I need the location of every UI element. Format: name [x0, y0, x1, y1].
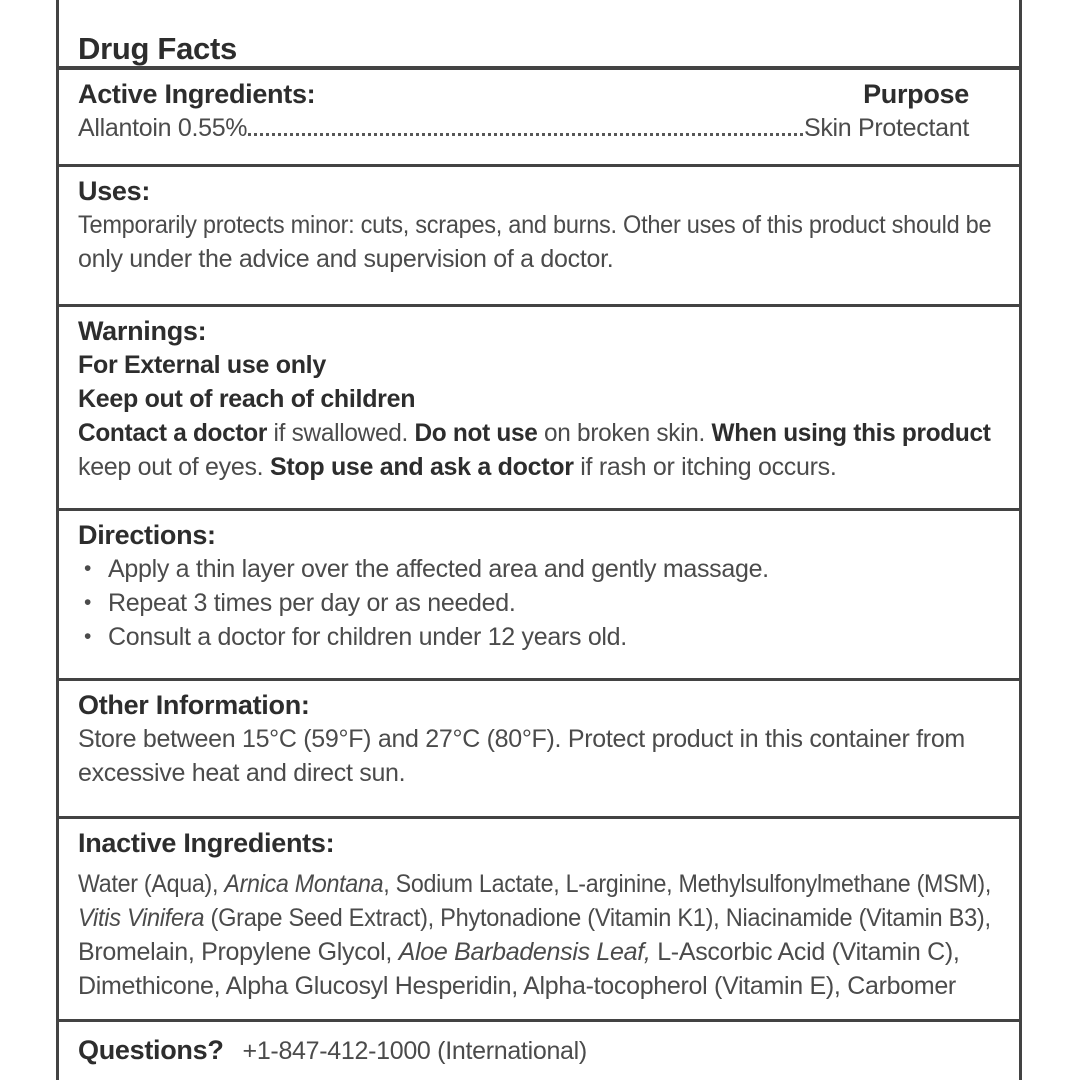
text-line: [78, 722, 991, 756]
section-active-ingredients: [59, 70, 1019, 164]
text-segment: Water (Aqua),: [78, 870, 225, 898]
section-uses: [59, 167, 1019, 304]
questions-heading: Questions?: [78, 1035, 224, 1065]
text-segment: Stop use and ask a doctor: [269, 453, 574, 481]
text-line: [78, 756, 991, 790]
section-inactive-ingredients: [59, 819, 1019, 1019]
text-segment: Dimethicone, Alpha Glucosyl Hesperidin, Alpha-tocopherol (Vitamin E), Carbomer: [78, 972, 956, 1000]
text-line: [78, 348, 991, 382]
text-segment: (Grape Seed Extract), Phytonadione (Vitamin K1), Niacinamide (Vitamin B3),: [204, 904, 991, 932]
purpose-heading: Purpose: [863, 79, 969, 109]
list-item: [78, 620, 991, 654]
text-segment: on broken skin.: [537, 419, 712, 447]
inactive-ingredients-body: [78, 867, 991, 1003]
list-item: [78, 586, 991, 620]
list-item-text: Consult a doctor for children under 12 years old.: [108, 623, 627, 651]
list-item: [78, 552, 991, 586]
text-segment: if rash or itching occurs.: [573, 453, 837, 481]
directions-heading: Directions:: [78, 520, 216, 550]
text-segment: Aloe Barbadensis Leaf,: [398, 938, 651, 966]
active-ingredient-row: [78, 111, 991, 145]
text-line: [78, 382, 991, 416]
section-other-information: [59, 681, 1019, 816]
text-segment: Contact a doctor: [78, 419, 268, 447]
text-segment: Temporarily protects minor: cuts, scrapes, and burns. Other uses of this product should be: [78, 211, 992, 239]
text-segment: Bromelain, Propylene Glycol,: [78, 938, 399, 966]
bullet-icon: •: [84, 557, 92, 580]
uses-body: [78, 208, 991, 276]
drug-facts-title: Drug Facts: [78, 31, 237, 66]
active-ingredients-heading-row: [78, 77, 991, 111]
text-line: [78, 969, 991, 1003]
text-line: [78, 450, 991, 484]
text-line: [78, 867, 992, 901]
section-questions: [59, 1022, 1019, 1075]
text-segment: , Sodium Lactate, L-arginine, Methylsulfonylmethane (MSM),: [383, 870, 992, 898]
text-segment: For External use only: [78, 351, 326, 379]
uses-heading: Uses:: [78, 176, 151, 206]
dotted-leader: [248, 133, 803, 136]
questions-phone: +1-847-412-1000 (International): [242, 1037, 587, 1065]
other-information-heading: Other Information:: [78, 690, 310, 720]
warnings-body: [78, 348, 991, 484]
text-segment: Arnica Montana: [224, 870, 384, 898]
title-block: [59, 0, 1019, 66]
list-item-text: Apply a thin layer over the affected area and gently massage.: [108, 555, 769, 583]
text-segment: Do not use: [414, 419, 538, 447]
text-segment: Keep out of reach of children: [78, 385, 416, 413]
text-segment: if swallowed.: [267, 419, 415, 447]
section-warnings: [59, 307, 1019, 508]
list-item-text: Repeat 3 times per day or as needed.: [108, 589, 516, 617]
text-segment: only under the advice and supervision of a doctor.: [78, 245, 614, 273]
drug-facts-panel: [56, 0, 1022, 1080]
questions-row: [78, 1033, 991, 1068]
text-line: [78, 242, 991, 276]
text-line: [78, 208, 992, 242]
warnings-heading: Warnings:: [78, 316, 207, 346]
inactive-ingredients-heading: Inactive Ingredients:: [78, 828, 335, 858]
section-directions: [59, 511, 1019, 678]
text-segment: When using this product: [711, 419, 991, 447]
directions-list: [78, 552, 991, 654]
text-segment: Vitis Vinifera: [78, 904, 205, 932]
bullet-icon: •: [84, 625, 92, 648]
active-ingredient-name: Allantoin 0.55%: [78, 114, 248, 142]
text-segment: keep out of eyes.: [78, 453, 270, 481]
text-line: [78, 901, 991, 935]
text-segment: excessive heat and direct sun.: [78, 759, 406, 787]
text-segment: Store between 15°C (59°F) and 27°C (80°F). Protect product in this container from: [78, 725, 965, 753]
active-ingredients-heading: Active Ingredients:: [78, 79, 316, 109]
bullet-icon: •: [84, 591, 92, 614]
text-segment: L-Ascorbic Acid (Vitamin C),: [650, 938, 960, 966]
text-line: [78, 935, 991, 969]
other-information-body: [78, 722, 991, 790]
text-line: [78, 416, 991, 450]
active-ingredient-purpose: Skin Protectant: [803, 114, 969, 142]
